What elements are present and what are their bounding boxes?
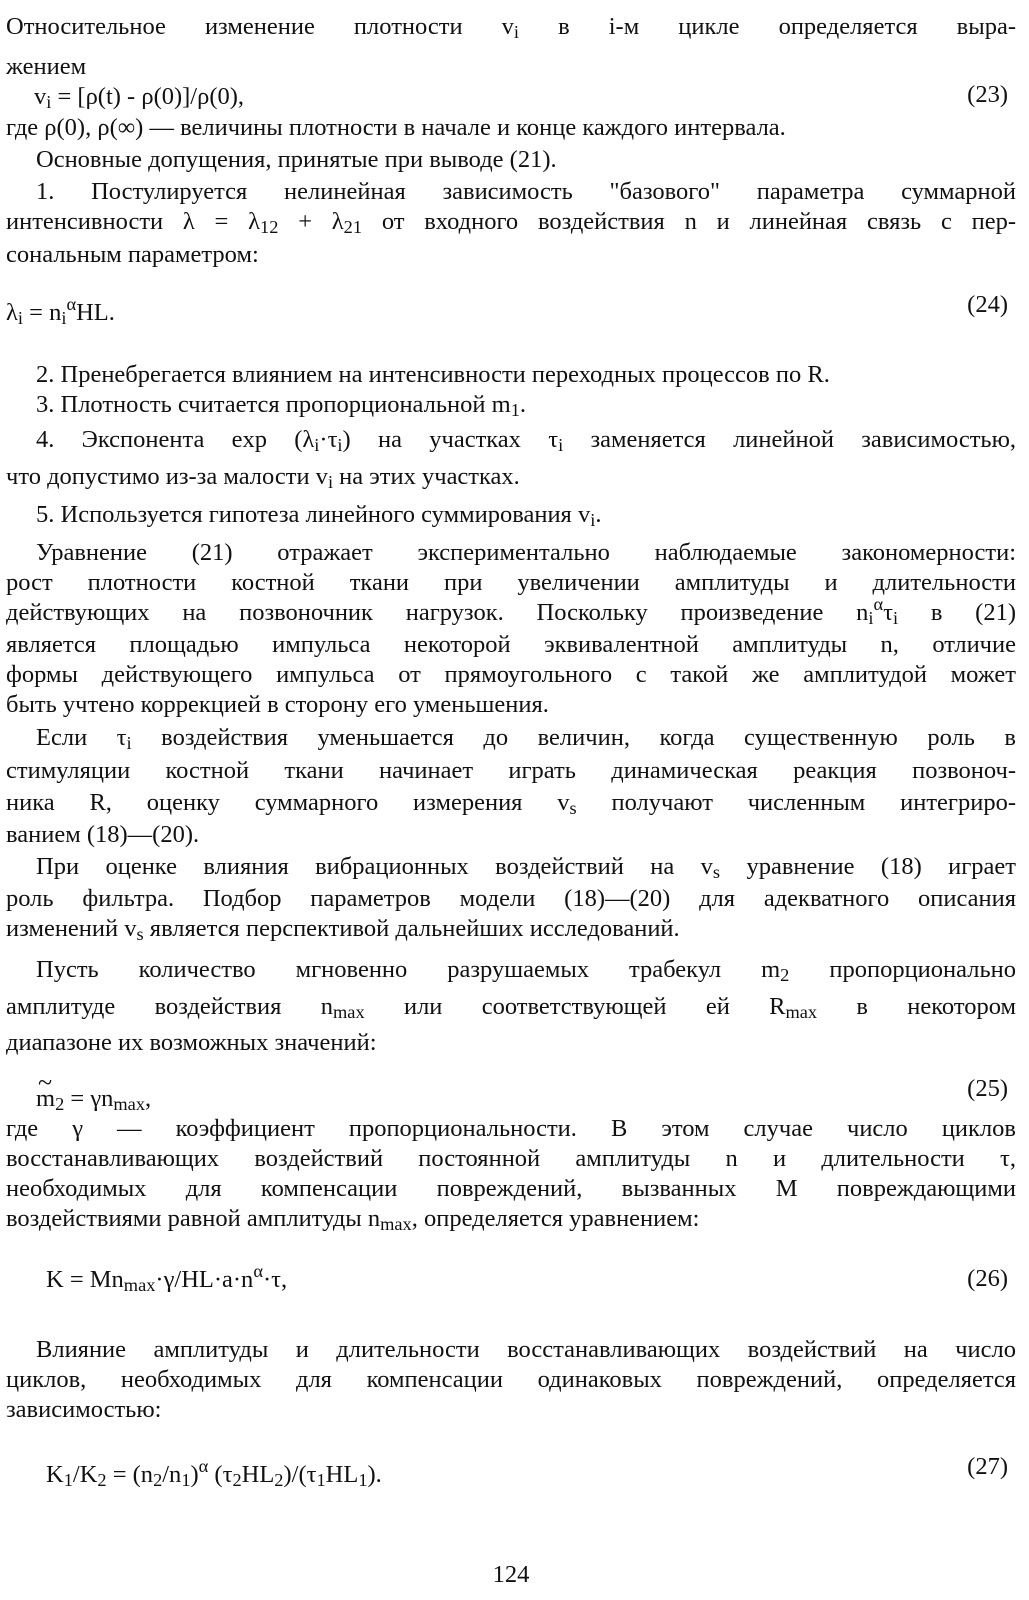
- text-line: диапазоне их возможных значений:: [6, 1029, 377, 1056]
- equation-number: (26): [967, 1265, 1008, 1292]
- text-line: 3. Плотность считается пропорциональной $m_1$.: [36, 391, 527, 421]
- document-page: [6, 0, 1018, 1600]
- text-line: Пусть количество мгновенно разрушаемых трабекул $m_2$ пропорционально: [36, 956, 1017, 986]
- text-line: стимуляции костной ткани начинает играть динамическая реакция позвоноч-: [6, 757, 1016, 784]
- equation-number: (24): [967, 291, 1008, 318]
- text-line: При оценке влияния вибрационных воздействий на $v_s$ уравнение (18) играет: [36, 853, 1016, 883]
- text-line: циклов, необходимых для компенсации одинаковых повреждений, определяется: [6, 1366, 1016, 1393]
- equation-23: $v_i = [\rho(t) - \rho(0)]/\rho(0)$,: [34, 83, 245, 113]
- text-line: 5. Используется гипотеза линейного суммирования $v_i$.: [36, 501, 602, 531]
- text-line: является площадью импульса некоторой эквивалентной амплитуды n, отличие: [6, 631, 1016, 658]
- text-line: амплитуде воздействия $n_{max}$ или соответствующей ей $R_{max}$ в некотором: [6, 993, 1017, 1023]
- text-line: 1. Постулируется нелинейная зависимость "базового" параметра суммарной: [36, 178, 1016, 205]
- text-line: 2. Пренебрегается влиянием на интенсивности переходных процессов по R.: [36, 361, 830, 388]
- text-line: где ρ(0), ρ(∞) — величины плотности в начале и конце каждого интервала.: [6, 114, 786, 141]
- text-line: Влияние амплитуды и длительности восстанавливающих воздействий на число: [36, 1336, 1016, 1363]
- text-line: жением: [6, 53, 87, 80]
- equation-number: (23): [967, 81, 1008, 108]
- text-line: где γ — коэффициент пропорциональности. В этом случае число циклов: [6, 1115, 1016, 1142]
- text-line: зависимостью:: [6, 1396, 162, 1423]
- page-number: 124: [492, 1561, 530, 1588]
- text-line: роль фильтра. Подбор параметров модели (18)—(20) для адекватного описания: [6, 885, 1016, 912]
- equation-24: $\lambda_i = n_i^\alpha HL$.: [6, 293, 115, 329]
- text-line: действующих на позвоночник нагрузок. Поскольку произведение $n_i^\alpha\tau_i$ в (21): [6, 593, 1017, 629]
- text-line: изменений $v_s$ является перспективой дальнейших исследований.: [6, 915, 680, 945]
- text-line: ванием (18)—(20).: [6, 821, 200, 848]
- text-line: Относительное изменение плотности $v_i$ в i-м цикле определяется выра-: [6, 13, 1016, 43]
- text-line: формы действующего импульса от прямоугольного с такой же амплитудой может: [6, 661, 1016, 688]
- equation-26: $K = Mn_{max}\cdot\gamma/HL\cdot a\cdot n^\alpha\cdot\tau$,: [46, 1260, 288, 1296]
- text-line: что допустимо из-за малости $v_i$ на этих участках.: [6, 463, 520, 493]
- text-line: Уравнение (21) отражает экспериментально наблюдаемые закономерности:: [36, 539, 1016, 566]
- text-line: воздействиями равной амплитуды $n_{max}$, определяется уравнением:: [6, 1205, 700, 1235]
- equation-27: $K_1/K_2 = (n_2/n_1)^\alpha$ $(\tau_2HL_2)/(\tau_1HL_1)$.: [46, 1455, 382, 1491]
- text-line: 4. Экспонента $\exp (\lambda_i\cdot\tau_i)$ на участках $\tau_i$ заменяется линейной зависимостью,: [36, 426, 1017, 456]
- text-line: рост плотности костной ткани при увеличении амплитуды и длительности: [6, 569, 1016, 596]
- text-line: восстанавливающих воздействий постоянной амплитуды n и длительности τ,: [6, 1145, 1016, 1172]
- equation-number: (25): [967, 1075, 1008, 1102]
- text-line: ника R, оценку суммарного измерения $v_s$ получают численным интегриро-: [6, 789, 1016, 819]
- text-line: Основные допущения, принятые при выводе (21).: [36, 146, 557, 173]
- equation-25: ~ $m_2 = \gamma n_{max}$,: [36, 1084, 151, 1114]
- text-line: быть учтено коррекцией в сторону его уменьшения.: [6, 691, 549, 718]
- text-line: Если $\tau_i$ воздействия уменьшается до величин, когда существенную роль в: [36, 724, 1017, 754]
- equation-number: (27): [967, 1453, 1008, 1480]
- text-line: сональным параметром:: [6, 241, 259, 268]
- text-line: необходимых для компенсации повреждений, вызванных M повреждающими: [6, 1175, 1016, 1202]
- text-line: интенсивности $\lambda = \lambda_{12} + \lambda_{21}$ от входного воздействия n и линейная связь с пер-: [6, 208, 1017, 238]
